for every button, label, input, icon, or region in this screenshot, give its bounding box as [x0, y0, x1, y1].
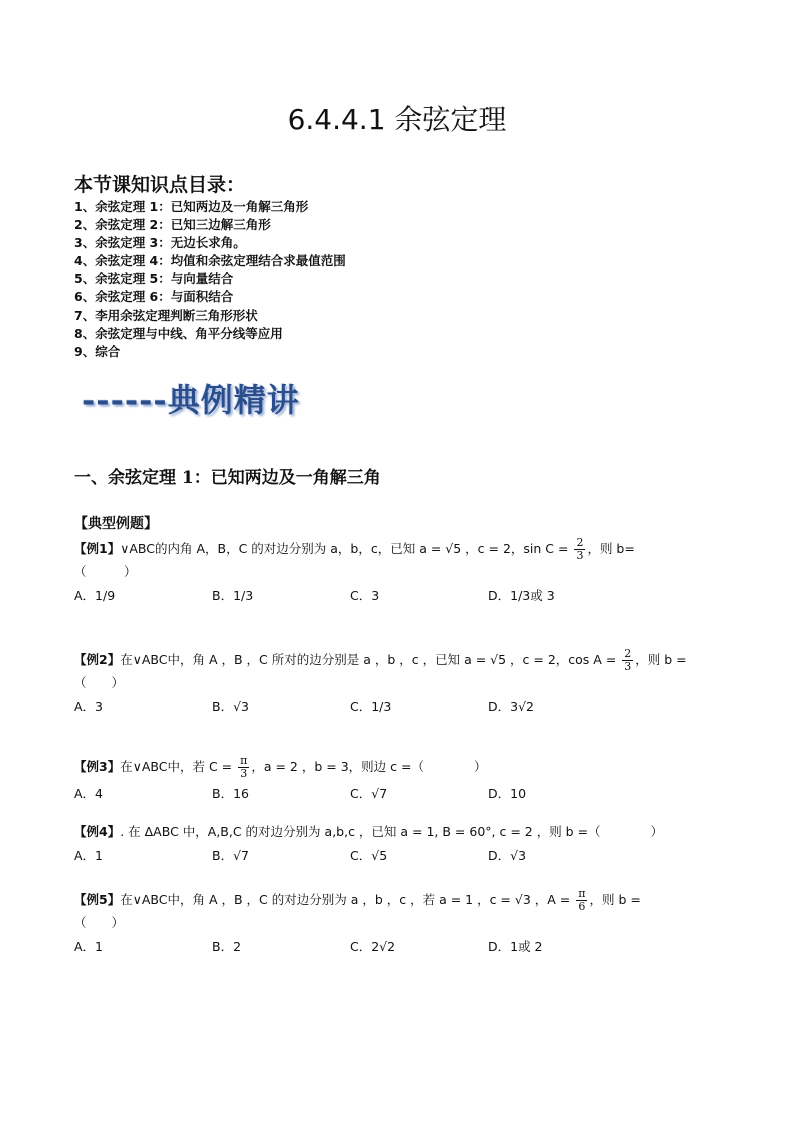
example-4: [74, 822, 734, 870]
toc-item: 8、余弦定理与中线、角平分线等应用: [74, 325, 283, 341]
fraction: $\frac{\pi}{6}$: [578, 887, 586, 913]
option-b: B．√7: [212, 848, 249, 863]
toc-item: 5、余弦定理 5：与向量结合: [74, 271, 234, 287]
example-stem: 在∨ABC中，角 A ，B ，C 的对边分别为 a ，b ，c ，若 a = 1 ，c = √3 ，A =: [120, 892, 575, 907]
toc-item: 4、余弦定理 4：均值和余弦定理结合求最值范围: [74, 253, 346, 269]
fraction: $\frac{\pi}{3}$: [240, 754, 248, 780]
option-a: A．3: [74, 699, 104, 714]
option-b: B．√3: [212, 699, 249, 714]
example-stem-tail: ，则 b =: [635, 652, 687, 667]
toc-item: 2、余弦定理 2：已知三边解三角形: [74, 217, 271, 233]
options: [74, 933, 734, 961]
example-tag: 【例1】: [74, 541, 121, 556]
example-1: [74, 537, 734, 610]
example-banner: ------典例精讲: [82, 381, 300, 419]
example-stem: ∨ABC的内角 A，B，C 的对边分别为 a，b，c，已知 a = √5 ，c = 2，sin C =: [120, 541, 573, 556]
answer-blank: （ ）: [74, 915, 125, 930]
example-stem-tail: ，则 b =: [589, 892, 641, 907]
option-d: D．3√2: [488, 699, 534, 714]
option-c: C．1/3: [350, 699, 392, 714]
options: [74, 693, 734, 721]
option-d: D．1或 2: [488, 939, 543, 954]
option-c: C．3: [350, 588, 380, 603]
example-stem-tail: ，则 b=: [587, 541, 635, 556]
answer-blank: （ ）: [74, 564, 137, 579]
example-tag: 【例3】: [74, 759, 121, 774]
answer-blank: （ ）: [74, 675, 125, 690]
example-stem: . 在 ΔABC 中，A,B,C 的对边分别为 a,b,c ，已知 a = 1, B = 60°, c = 2 ，则 b =（ ）: [120, 824, 664, 839]
option-d: D．√3: [488, 848, 527, 863]
option-c: C．√5: [350, 848, 388, 863]
typical-examples-label: 【典型例题】: [74, 516, 158, 532]
option-d: D．10: [488, 786, 527, 801]
option-d: D．1/3或 3: [488, 588, 555, 603]
toc-item: 1、余弦定理 1：已知两边及一角解三角形: [74, 199, 309, 214]
example-stem-tail: ，a = 2 ，b = 3，则边 c =（ ）: [251, 759, 487, 774]
toc-item: 6、余弦定理 6：与面积结合: [74, 289, 234, 305]
option-c: C．2√2: [350, 939, 396, 954]
page-title: 6.4.4.1 余弦定理: [287, 103, 507, 136]
example-2: [74, 648, 734, 721]
toc-item: 3、余弦定理 3：无边长求角。: [74, 235, 246, 251]
fraction: $\frac{2}{3}$: [624, 647, 632, 673]
example-stem: 在∨ABC中，角 A ，B ，C 所对的边分别是 a ，b ，c ，已知 a = √5 ，c = 2，cos A =: [120, 652, 621, 667]
example-tag: 【例4】: [74, 824, 121, 839]
example-tag: 【例2】: [74, 652, 121, 667]
option-b: B．16: [212, 786, 249, 801]
option-a: A．1: [74, 848, 104, 863]
example-stem: 在∨ABC中，若 C =: [120, 759, 237, 774]
option-a: A．1/9: [74, 588, 116, 603]
option-c: C．√7: [350, 786, 388, 801]
option-b: B．1/3: [212, 588, 254, 603]
toc-heading: 本节课知识点目录：: [74, 174, 246, 196]
toc-item: 7、李用余弦定理判断三角形形状: [74, 307, 258, 323]
example-tag: 【例5】: [74, 892, 121, 907]
toc-list: [74, 198, 346, 361]
options: [74, 780, 734, 808]
example-3: [74, 755, 734, 808]
options: [74, 842, 734, 870]
section-heading: 一、余弦定理 1：已知两边及一角解三角: [74, 468, 381, 488]
option-b: B．2: [212, 939, 242, 954]
toc-item: 9、综合: [74, 343, 121, 359]
option-a: A．1: [74, 939, 104, 954]
fraction: $\frac{2}{3}$: [576, 536, 584, 562]
options: [74, 582, 734, 610]
example-5: [74, 888, 734, 961]
option-a: A．4: [74, 786, 104, 801]
